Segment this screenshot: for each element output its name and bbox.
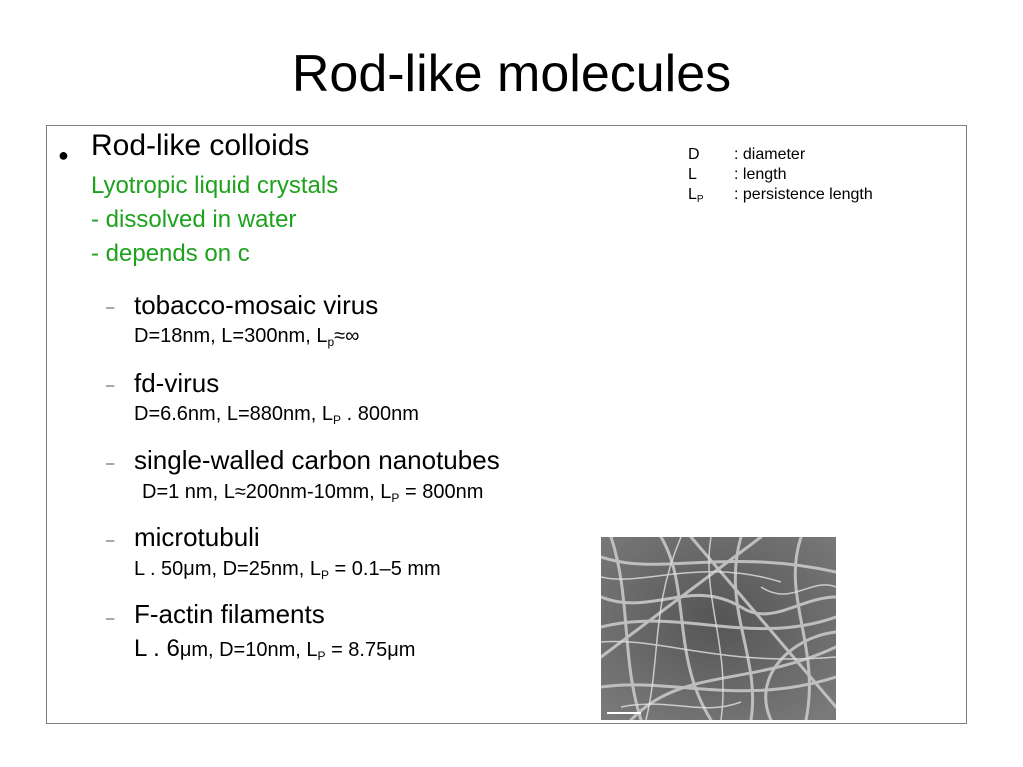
item-name: single-walled carbon nanotubes: [134, 445, 500, 475]
slide-title: Rod-like molecules: [291, 45, 732, 103]
dash-marker: –: [106, 455, 115, 472]
legend-row: $L_P$ : persistence length: [688, 186, 873, 205]
item-params: D=1 nm, L≈200nm-10mm, $L_P = 800nm$: [142, 481, 484, 505]
item-params: L . 50μm, D=25nm, $L_P = 0.1-5$ mm: [134, 558, 441, 582]
dash-marker: –: [106, 532, 115, 549]
item-params: L . 6μm, D=10nm, $L_P = 8.75\mu m$: [134, 635, 416, 663]
bullet-dot: ●: [58, 145, 69, 165]
legend-row: L : length: [688, 166, 787, 183]
item-params: D=18nm, L=300nm, $L_p\approx\infty$: [134, 325, 360, 349]
dash-marker: –: [106, 377, 115, 394]
dash-marker: –: [106, 299, 115, 316]
item-name: fd-virus: [134, 368, 220, 398]
green-line-2: - dissolved in water: [91, 206, 297, 233]
main-heading: Rod-like colloids: [91, 129, 310, 162]
dash-marker: –: [106, 610, 115, 627]
filament-network-icon: [601, 537, 836, 720]
micrograph-image: [601, 537, 836, 720]
green-line-3: - depends on c: [91, 240, 250, 267]
symbol-legend: [688, 145, 873, 205]
item-name: microtubuli: [134, 522, 260, 552]
item-name: tobacco-mosaic virus: [134, 290, 379, 320]
item-name: F-actin filaments: [134, 599, 325, 629]
green-line-1: Lyotropic liquid crystals: [91, 172, 339, 199]
legend-row: D : diameter: [688, 146, 806, 163]
item-params: D=6.6nm, L=880nm, $L_P$ . 800nm: [134, 403, 419, 427]
